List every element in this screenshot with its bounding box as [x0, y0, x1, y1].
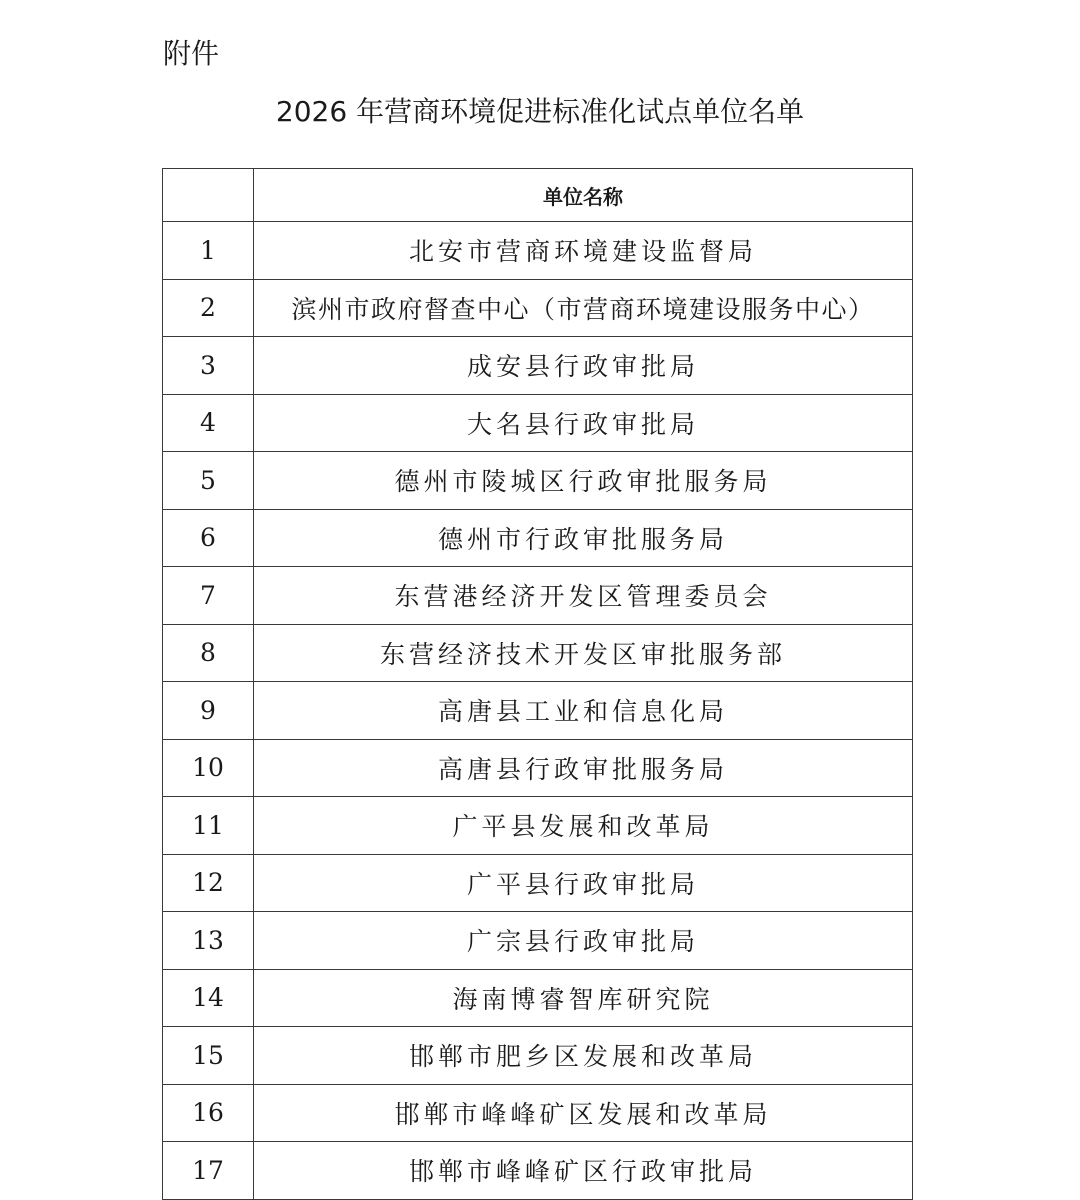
table-row [163, 969, 913, 1027]
table-row [163, 394, 913, 452]
row-number-cell: 13 [163, 912, 254, 970]
row-unit-name-cell: 滨州市政府督查中心（市营商环境建设服务中心） [254, 279, 913, 337]
row-number-cell: 4 [163, 394, 254, 452]
row-number-cell: 17 [163, 1142, 254, 1200]
row-unit-name-cell: 广宗县行政审批局 [254, 912, 913, 970]
table-row [163, 854, 913, 912]
table-row [163, 1142, 913, 1200]
table-row [163, 797, 913, 855]
table-body [163, 222, 913, 1200]
units-table [162, 168, 913, 1200]
table-row [163, 739, 913, 797]
table-row [163, 1027, 913, 1085]
row-unit-name-cell: 邯郸市峰峰矿区发展和改革局 [254, 1084, 913, 1142]
row-number-cell: 8 [163, 624, 254, 682]
table-row [163, 682, 913, 740]
table-row [163, 567, 913, 625]
row-number-cell: 5 [163, 452, 254, 510]
row-unit-name-cell: 海南博睿智库研究院 [254, 969, 913, 1027]
row-number-cell: 15 [163, 1027, 254, 1085]
table-header-row [163, 169, 913, 222]
table-row [163, 337, 913, 395]
row-unit-name-cell: 邯郸市肥乡区发展和改革局 [254, 1027, 913, 1085]
table-row [163, 222, 913, 280]
row-unit-name-cell: 成安县行政审批局 [254, 337, 913, 395]
table-row [163, 509, 913, 567]
row-number-cell: 7 [163, 567, 254, 625]
table-row [163, 452, 913, 510]
row-number-cell: 12 [163, 854, 254, 912]
row-unit-name-cell: 德州市行政审批服务局 [254, 509, 913, 567]
row-unit-name-cell: 广平县行政审批局 [254, 854, 913, 912]
row-unit-name-cell: 邯郸市峰峰矿区行政审批局 [254, 1142, 913, 1200]
row-number-cell: 6 [163, 509, 254, 567]
table-row [163, 624, 913, 682]
row-unit-name-cell: 高唐县行政审批服务局 [254, 739, 913, 797]
table-row [163, 912, 913, 970]
row-number-cell: 1 [163, 222, 254, 280]
page-title: 2026 年营商环境促进标准化试点单位名单 [275, 95, 805, 128]
row-unit-name-cell: 高唐县工业和信息化局 [254, 682, 913, 740]
row-number-cell: 2 [163, 279, 254, 337]
row-number-cell: 11 [163, 797, 254, 855]
row-unit-name-cell: 广平县发展和改革局 [254, 797, 913, 855]
header-name-cell: 单位名称 [254, 169, 913, 222]
attachment-label: 附件 [163, 37, 220, 70]
row-number-cell: 10 [163, 739, 254, 797]
row-unit-name-cell: 北安市营商环境建设监督局 [254, 222, 913, 280]
row-unit-name-cell: 大名县行政审批局 [254, 394, 913, 452]
row-number-cell: 16 [163, 1084, 254, 1142]
table-row [163, 279, 913, 337]
row-unit-name-cell: 东营经济技术开发区审批服务部 [254, 624, 913, 682]
table-row [163, 1084, 913, 1142]
units-table-container [162, 168, 912, 1200]
row-number-cell: 9 [163, 682, 254, 740]
row-number-cell: 14 [163, 969, 254, 1027]
row-unit-name-cell: 东营港经济开发区管理委员会 [254, 567, 913, 625]
row-number-cell: 3 [163, 337, 254, 395]
header-number-cell [163, 169, 254, 222]
row-unit-name-cell: 德州市陵城区行政审批服务局 [254, 452, 913, 510]
